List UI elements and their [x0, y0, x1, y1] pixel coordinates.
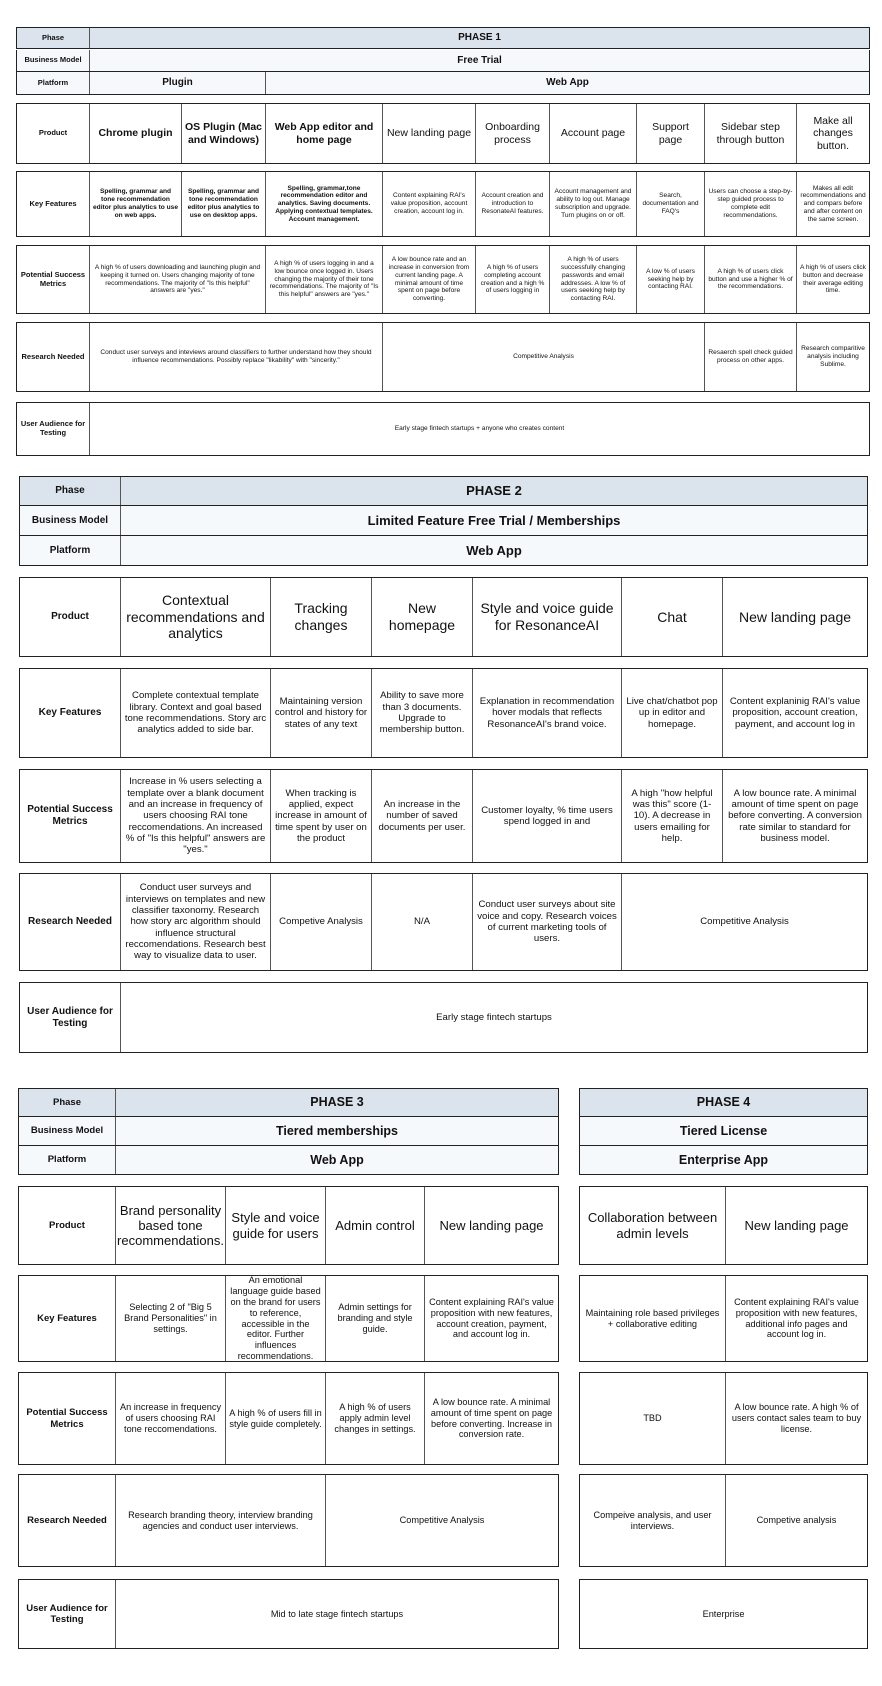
phase3-business-model: Tiered memberships	[116, 1117, 558, 1145]
phase2-feature: Live chat/chatbot pop up in editor and homepage.	[622, 669, 723, 757]
phase3-product: Style and voice guide for users	[226, 1187, 326, 1264]
phase1-product: Onboarding process	[476, 104, 550, 163]
phase-label: Phase	[19, 1089, 116, 1116]
key-features-label: Key Features	[20, 669, 121, 757]
phase1-product: Account page	[550, 104, 637, 163]
phase3-product-row	[18, 1186, 559, 1265]
research-label: Research Needed	[19, 1475, 116, 1566]
phase1-feature: Spelling, grammar and tone recommendation editor plus analytics to use on desktop apps.	[182, 172, 266, 236]
phase4-research-row	[579, 1474, 868, 1567]
phase4-features-row	[579, 1275, 868, 1362]
phase2-metric: An increase in the number of saved documents per user.	[372, 770, 473, 862]
phase1-platform-plugin: Plugin	[90, 72, 266, 94]
phase-label: Phase	[20, 477, 121, 505]
phase2-metrics-row	[19, 769, 868, 863]
phase1-feature: Makes all edit recommendations and and compars before and after content on the same screen.	[800, 184, 866, 223]
phase2-product: Style and voice guide for ResonanceAI	[473, 578, 622, 656]
phase1-product: Web App editor and home page	[266, 104, 383, 163]
phase2-product: Chat	[622, 578, 723, 656]
phase2-product: New landing page	[738, 608, 852, 625]
phase1-metric: A high % of users click button and decrease their average editing time.	[800, 263, 866, 295]
success-metrics-label: Potential Success Metrics	[20, 770, 121, 862]
phase1-research: Resaerch spell check guided process on other apps.	[705, 323, 797, 391]
phase4-audience-row	[579, 1579, 868, 1649]
phase3-title: PHASE 3	[116, 1089, 558, 1116]
phase4-feature: Maintaining role based privileges + collaborative editing	[580, 1276, 726, 1361]
phase1-research: Competitive Analysis	[383, 323, 705, 391]
phase1-metric: A high % of users successfully changing passwords and email addresses. A low % of users seeking help by contacting RAI.	[550, 246, 637, 313]
key-features-label: Key Features	[17, 172, 90, 236]
phase3-feature: An emotional language guide based on the brand for users to reference, accessible in the editor. Further influences recommendations.	[226, 1276, 326, 1361]
phase2-title: PHASE 2	[121, 477, 867, 505]
business-model-label: Business Model	[17, 50, 90, 71]
phase1-feature: Search, documentation and FAQ's	[637, 172, 705, 236]
phase3-platform-row	[18, 1146, 559, 1175]
phase3-audience-row	[18, 1579, 559, 1649]
phase1-metric: A high % of users completing account creation and a high % of users logging in	[476, 246, 550, 313]
phase3-metrics-row	[18, 1372, 559, 1465]
phase2-research: Competitive Analysis	[700, 916, 789, 928]
phase1-product: New landing page	[383, 104, 476, 163]
phase4-business-model-row	[579, 1117, 868, 1146]
phase3-research: Research branding theory, interview branding agencies and conduct user interviews.	[116, 1475, 326, 1566]
phase1-feature: Spelling, grammar and tone recommendation editor plus analytics to use on web apps.	[90, 172, 182, 236]
phase2-feature: Complete contextual template library. Context and goal based tone recommendations. Story arc analytics added to side bar.	[121, 669, 271, 757]
platform-label: Platform	[17, 72, 90, 94]
phase1-audience: Early stage fintech startups + anyone who creates content	[394, 425, 565, 433]
phase2-audience: Early stage fintech startups	[436, 1011, 552, 1023]
phase1-feature: Content explaining RAI's value proposition, account creation, account log in.	[383, 172, 476, 236]
phase3-feature: Selecting 2 of "Big 5 Brand Personalities" in settings.	[116, 1276, 226, 1361]
phase2-audience-row	[19, 982, 868, 1053]
phase3-research-row	[18, 1474, 559, 1567]
phase4-feature: Content explaining RAI's value proposition with new features, additional info pages and account log in.	[734, 1296, 859, 1340]
phase2-platform-row	[19, 536, 868, 566]
phase1-feature: Account management and ability to log out. Manage subscription and upgrade. Turn plugins on or off.	[550, 172, 637, 236]
research-label: Research Needed	[20, 874, 121, 970]
phase2-research: Conduct user surveys and interviews on templates and new classifier taxonomy. Research how story arc algorithm should influence structural reccomendations. Research best way to visualize data to user.	[121, 874, 271, 970]
phase2-features-row	[19, 668, 868, 758]
phase2-platform: Web App	[121, 536, 867, 565]
phase1-product: Support page	[637, 104, 705, 163]
audience-label: User Audience for Testing	[20, 983, 121, 1052]
phase4-product: Collaboration between admin levels	[580, 1187, 726, 1264]
platform-label: Platform	[20, 536, 121, 565]
phase1-product: OS Plugin (Mac and Windows)	[182, 104, 266, 163]
phase2-metric: A high "how helpful was this" score (1-10). A decrease in users emailing for help.	[622, 770, 723, 862]
phase3-product: Brand personality based tone recommendations.	[116, 1187, 226, 1264]
phase2-header-block	[19, 476, 868, 506]
phase1-feature: Users can choose a step-by-step guided process to complete edit recommendations.	[705, 172, 797, 236]
phase2-business-model-row	[19, 506, 868, 536]
phase1-research: Research comparitive analysis including Sublime.	[801, 345, 865, 368]
phase3-feature: Admin settings for branding and style guide.	[326, 1276, 425, 1361]
audience-label: User Audience for Testing	[19, 1580, 116, 1648]
phase4-platform-row	[579, 1146, 868, 1175]
phase1-research-row	[16, 322, 870, 392]
phase4-research: Compeive analysis, and user interviews.	[580, 1475, 726, 1566]
phase1-feature: Account creation and introduction to ResonateAI features.	[476, 172, 550, 236]
phase3-platform: Web App	[116, 1146, 558, 1174]
phase1-platform-webapp: Web App	[266, 72, 869, 94]
phase3-metric: An increase in frequency of users choosing RAI tone reccomendations.	[116, 1373, 226, 1464]
phase-label: Phase	[17, 28, 90, 48]
phase1-research: Conduct user surveys and inteviews around classifiers to further understand how they should influence recommendations. Possibly replace "likability" with "sincerity."	[90, 323, 383, 391]
phase1-audience-row	[16, 402, 870, 456]
phase4-product: New landing page	[744, 1217, 849, 1233]
phase2-research-row	[19, 873, 868, 971]
phase1-business-model-row	[16, 50, 870, 72]
phase2-metric: Customer loyalty, % time users spend logged in and	[473, 770, 622, 862]
phase2-product: New homepage	[372, 578, 473, 656]
key-features-label: Key Features	[19, 1276, 116, 1361]
platform-label: Platform	[19, 1146, 116, 1174]
phase4-metrics-row	[579, 1372, 868, 1465]
phase2-product: Tracking changes	[271, 578, 372, 656]
phase4-metric: A low bounce rate. A high % of users contact sales team to buy license.	[731, 1402, 862, 1434]
product-label: Product	[20, 578, 121, 656]
product-label: Product	[19, 1187, 116, 1264]
phase4-business-model: Tiered License	[580, 1117, 867, 1145]
phase1-product: Make all changes button.	[813, 114, 853, 152]
phase1-metric: A high % of users downloading and launching plugin and keeping it turned on. Users changing majority of tone recommendations. The majority of "Is this helpful" answers are "yes."	[90, 246, 266, 313]
phase1-business-model: Free Trial	[90, 50, 869, 71]
phase1-header-block	[16, 27, 870, 49]
phase1-platform-row	[16, 72, 870, 95]
phase1-product: Sidebar step through button	[705, 104, 797, 163]
phase1-metric: A high % of users click button and use a higher % of the recommendations.	[705, 246, 797, 313]
phase1-metric: A high % of users logging in and a low bounce once logged in. Users changing the majority of their tone recommendations. The majority of "Is this helpful" answers are "yes."	[266, 246, 383, 313]
phase2-feature: Ability to save more than 3 documents. Upgrade to membership button.	[372, 669, 473, 757]
phase4-metric: TBD	[580, 1373, 726, 1464]
phase2-metric: When tracking is applied, expect increase in amount of time spent by user on the product	[271, 770, 372, 862]
phase1-product-row	[16, 103, 870, 164]
phase3-product: New landing page	[439, 1217, 544, 1233]
phase4-platform: Enterprise App	[580, 1146, 867, 1174]
phase3-feature: Content explaining RAI's value proposition with new features, account creation, payment, and account log in.	[429, 1296, 554, 1340]
phase1-metric: A low % of users seeking help by contacting RAI.	[637, 246, 705, 313]
phase1-features-row	[16, 171, 870, 237]
business-model-label: Business Model	[19, 1117, 116, 1145]
phase3-metric: A high % of users apply admin level changes in settings.	[326, 1373, 425, 1464]
phase1-feature: Spelling, grammar,tone recommendation editor and analytics. Saving documents. Applying contextual templates. Account management.	[266, 172, 383, 236]
phase1-metric: A low bounce rate and an increase in conversion from current landing page. A minimal amount of time spent on page before converting.	[383, 246, 476, 313]
phase1-title: PHASE 1	[90, 28, 869, 48]
phase3-research: Competitive Analysis	[399, 1515, 485, 1526]
phase4-title: PHASE 4	[580, 1089, 867, 1116]
phase3-header-block	[18, 1088, 559, 1117]
phase4-research: Competive analysis	[756, 1515, 837, 1526]
phase2-research: Competive Analysis	[271, 874, 372, 970]
phase4-product-row	[579, 1186, 868, 1265]
audience-label: User Audience for Testing	[17, 403, 90, 455]
phase2-metric: A low bounce rate. A minimal amount of time spent on page before converting. A conversion rate similar to standard for business model.	[728, 787, 862, 844]
phase2-research: N/A	[372, 874, 473, 970]
business-model-label: Business Model	[20, 506, 121, 535]
phase1-metrics-row	[16, 245, 870, 314]
phase2-feature: Explanation in recommendation hover modals that reflects ResonanceAI's brand voice.	[473, 669, 622, 757]
phase2-feature: Maintaining version control and history for states of any text	[271, 669, 372, 757]
phase3-features-row	[18, 1275, 559, 1362]
phase2-product: Contextual recommendations and analytics	[121, 578, 271, 656]
phase2-research: Conduct user surveys about site voice and copy. Research voices of current marketing tools of users.	[473, 874, 622, 970]
phase4-header-block	[579, 1088, 868, 1117]
phase2-business-model: Limited Feature Free Trial / Memberships	[121, 506, 867, 535]
phase3-metric: A high % of users fill in style guide completely.	[226, 1373, 326, 1464]
phase2-feature: Content explaninig RAI's value proposition, account creation, payment, and account log in	[729, 696, 861, 730]
phase1-product: Chrome plugin	[90, 104, 182, 163]
phase3-audience: Mid to late stage fintech startups	[270, 1608, 404, 1619]
phase3-metric: A low bounce rate. A minimal amount of time spent on page before converting. Increase in conversion rate.	[430, 1396, 553, 1440]
phase3-product: Admin control	[326, 1187, 425, 1264]
phase3-business-model-row	[18, 1117, 559, 1146]
success-metrics-label: Potential Success Metrics	[19, 1373, 116, 1464]
research-label: Research Needed	[17, 323, 90, 391]
phase2-product-row	[19, 577, 868, 657]
phase2-metric: Increase in % users selecting a template over a blank document and an increase in frequency of users choosing RAI tone reccomendations. An increased % of "Is this helpful" answers are "yes."	[121, 770, 271, 862]
product-label: Product	[17, 104, 90, 163]
phase4-audience: Enterprise	[702, 1608, 745, 1619]
success-metrics-label: Potential Success Metrics	[17, 246, 90, 313]
